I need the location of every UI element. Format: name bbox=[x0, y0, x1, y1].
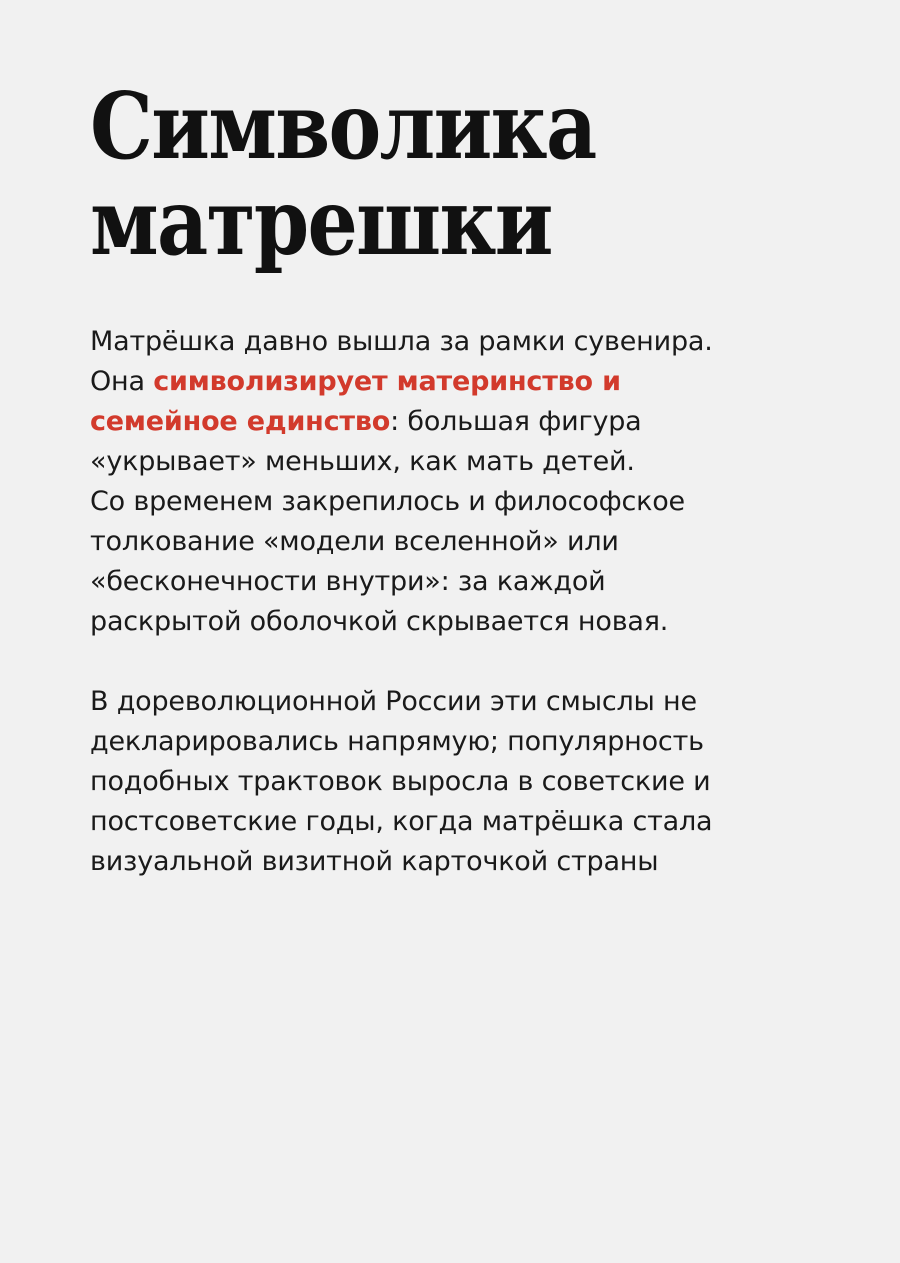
title-line-2: матрешки bbox=[90, 168, 552, 276]
text-line: «укрывает» меньших, как мать детей. bbox=[90, 446, 635, 477]
paragraph-history bbox=[90, 682, 830, 882]
text-line: В дореволюционной России эти смыслы не bbox=[90, 686, 697, 717]
text-line: толкование «модели вселенной» или bbox=[90, 526, 619, 557]
text-line: Матрёшка давно вышла за рамки сувенира. bbox=[90, 326, 713, 357]
paragraph-symbolism bbox=[90, 322, 830, 642]
text-fragment: Она bbox=[90, 366, 154, 397]
text-line: «бесконечности внутри»: за каждой bbox=[90, 566, 606, 597]
text-line: постсоветские годы, когда матрёшка стала bbox=[90, 806, 713, 837]
text-line: визуальной визитной карточкой страны bbox=[90, 846, 659, 877]
text-line: подобных трактовок выросла в советские и bbox=[90, 766, 711, 797]
text-line: Со временем закрепилось и философское bbox=[90, 486, 685, 517]
text-line bbox=[90, 402, 830, 442]
text-line: декларировались напрямую; популярность bbox=[90, 726, 704, 757]
highlight-text: символизирует материнство и bbox=[153, 366, 621, 397]
text-line bbox=[90, 362, 830, 402]
text-fragment: : большая фигура bbox=[390, 406, 642, 437]
page-content bbox=[90, 72, 830, 882]
page-title bbox=[90, 72, 830, 276]
text-line: раскрытой оболочкой скрывается новая. bbox=[90, 606, 669, 637]
highlight-text: семейное единство bbox=[90, 406, 391, 437]
title-line-1: Символика bbox=[90, 72, 596, 180]
